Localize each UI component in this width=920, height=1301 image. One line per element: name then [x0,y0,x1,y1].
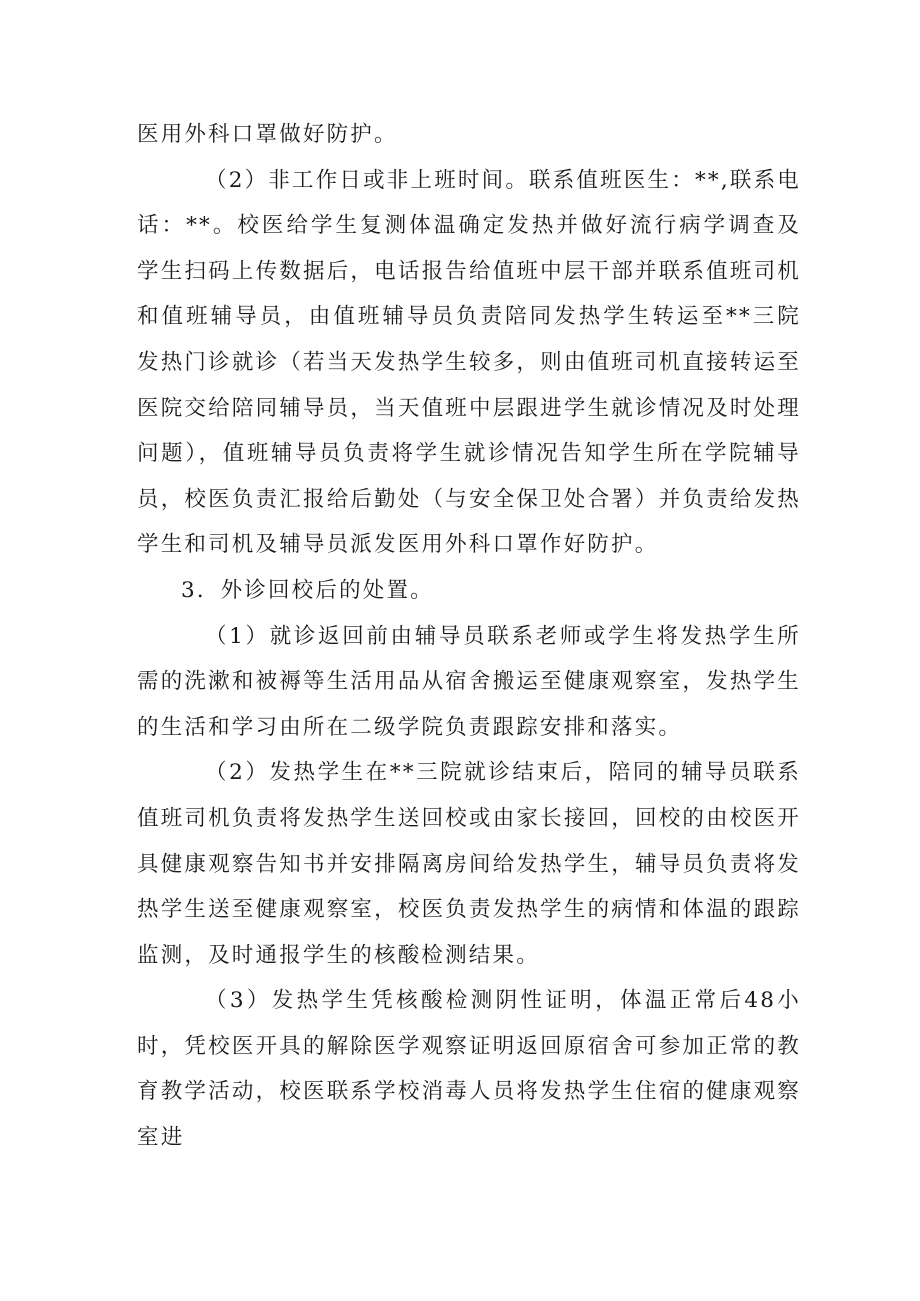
document-body [137,112,801,1161]
paragraph-belongings-transfer: （1）就诊返回前由辅导员联系老师或学生将发热学生所需的洗漱和被褥等生活用品从宿舍搬运至健康观察室，发热学生的生活和学习由所在二级学院负责跟踪安排和落实。 [137,623,801,740]
paragraph-mask-protection-end: 医用外科口罩做好防护。 [137,122,398,147]
section-heading-return-handling: 3．外诊回校后的处置。 [181,577,434,603]
paragraph-return-to-campus: （2）发热学生在**三院就诊结束后，陪同的辅导员联系值班司机负责将发热学生送回校或由家长接回，回校的由校医开具健康观察告知书并安排隔离房间给发热学生，辅导员负责将发热学生送至健康观察室，校医负责发热学生的病情和体温的跟踪监测，及时通报学生的核酸检测结果。 [137,760,801,968]
paragraph-release-from-observation: （3）发热学生凭核酸检测阴性证明，体温正常后48小时，凭校医开具的解除医学观察证明返回原宿舍可参加正常的教育教学活动，校医联系学校消毒人员将发热学生住宿的健康观察室进 [137,988,801,1151]
paragraph-off-hours-procedure: （2）非工作日或非上班时间。联系值班医生：**,联系电话：**。校医给学生复测体温确定发热并做好流行病学调查及学生扫码上传数据后，电话报告给值班中层干部并联系值班司机和值班辅导员，由值班辅导员负责陪同发热学生转运至**三院发热门诊就诊（若当天发热学生较多，则由值班司机直接转运至医院交给陪同辅导员，当天值班中层跟进学生就诊情况及时处理问题），值班辅导员负责将学生就诊情况告知学生所在学院辅导员，校医负责汇报给后勤处（与安全保卫处合署）并负责给发热学生和司机及辅导员派发医用外科口罩作好防护。 [137,167,801,558]
